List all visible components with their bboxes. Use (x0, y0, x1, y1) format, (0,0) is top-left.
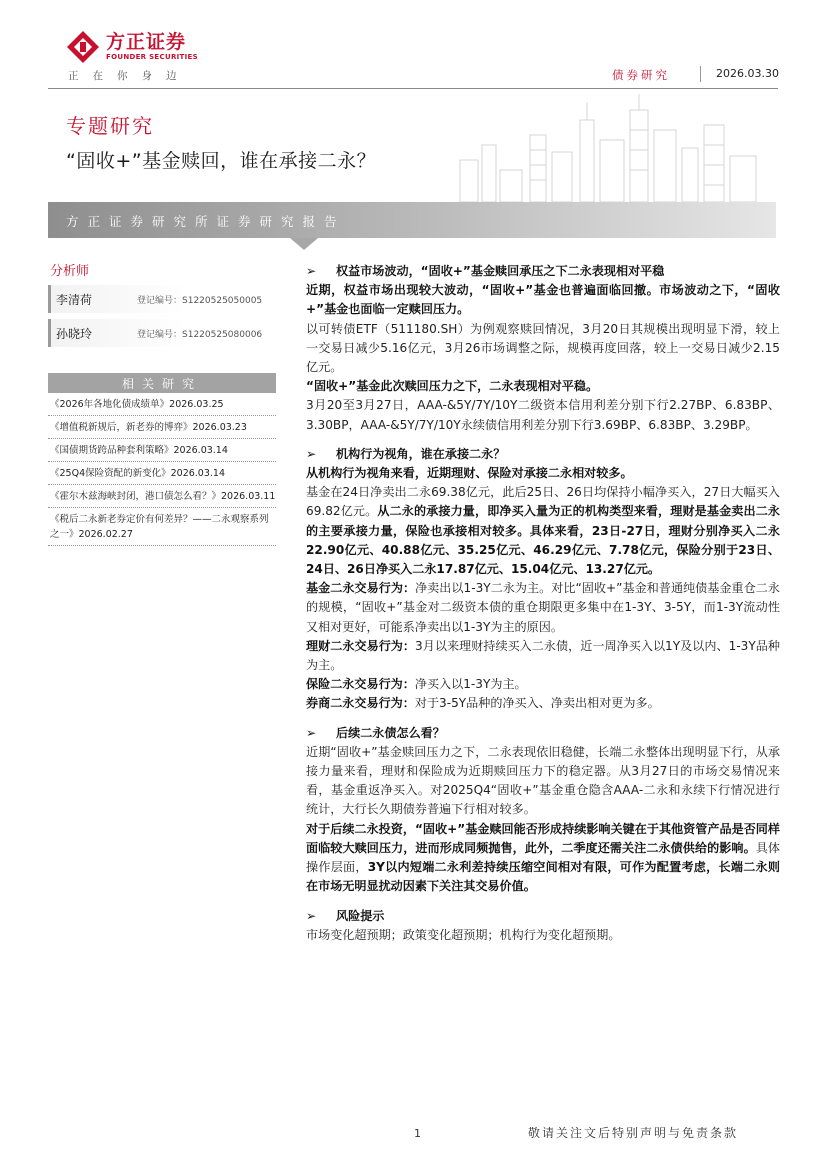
report-summary (306, 262, 780, 945)
text-run-bold: 从二永的承接力量，即净买入量为正的机构类型来看，理财是基金卖出二永的主要承接力量，保险也承接相对较多。具体来看，23日-27日，理财分别净买入二永22.90亿元、40.88亿元、35.25亿元、46.29亿元、7.78亿元，保险分别于23日、24日、26日净买入二永17.87亿元、15.04亿元、13.27亿元。 (306, 504, 780, 577)
text-run: 净卖出以1-3Y二永为主。对比“固收+”基金和普通纯债基金重仓二永的规模，“固收+”基金对二级资本债的重仓期限更多集中在1-3Y、3-5Y，而1-3Y流动性又相对更好，可能系净卖出以1-3Y为主的原因。 (306, 581, 780, 634)
footer-disclaimer: 敬请关注文后特别声明与免责条款 (528, 1126, 739, 1140)
section-heading (306, 724, 780, 743)
text-run: 对于3-5Y品种的净买入、净卖出相对更为多。 (414, 696, 660, 711)
report-type: 专题研究 (66, 114, 154, 138)
arrow-bullet-icon: ➢ (306, 725, 317, 740)
brand-name-en: FOUNDER SECURITIES (106, 53, 198, 61)
arrow-bullet-icon: ➢ (306, 908, 317, 923)
related-research-link[interactable]: 《2026年各地化债成绩单》2026.03.25 (48, 393, 276, 416)
paragraph: “固收+”基金此次赎回压力之下，二永表现相对平稳。 (306, 379, 599, 394)
text-run: 基金在24日净卖出二永69.38亿元，此后25日、26日均保持小幅净买入，27日大幅买入69.82亿元。 (306, 485, 780, 519)
text-run-bold: 3Y以内短端二永利差持续压缩空间相对有限，可作为配置考虑，长端二永则在市场无明显扰动因素下关注其交易价值。 (306, 860, 780, 894)
analyst-card (48, 285, 276, 313)
related-research-link[interactable]: 《国债期货跨品种套利策略》2026.03.14 (48, 439, 276, 462)
section-heading (306, 262, 780, 281)
paragraph (306, 637, 780, 675)
label-bold: 理财二永交易行为： (306, 638, 416, 653)
section-title: 风险提示 (336, 908, 385, 923)
brand-name-cn: 方正证券 (106, 31, 187, 53)
founder-logo-icon (66, 30, 100, 64)
paragraph (306, 675, 780, 694)
paragraph: 以可转债ETF（511180.SH）为例观察赎回情况，3月20日其规模出现明显下滑，较上一交易日减少5.16亿元，3月26市场调整之际，规模再度回落，较上一交易日减少2.15亿元。 (306, 321, 780, 375)
banner-notch (290, 238, 318, 250)
related-research-link[interactable]: 《霍尔木兹海峡封闭，港口债怎么看？》2026.03.11 (48, 485, 276, 508)
analyst-registration: 登记编号：S1220525050005 (137, 296, 263, 306)
city-skyline-illustration (440, 90, 780, 202)
section-heading (306, 445, 780, 464)
analyst-name: 李清荷 (56, 293, 93, 307)
related-research-link[interactable]: 《税后二永新老券定价有何差异？——二永观察系列之一》2026.02.27 (48, 508, 276, 546)
related-research-header (48, 373, 276, 393)
text-run: 具体操作层面， (306, 840, 780, 875)
sidebar (48, 260, 276, 546)
section-title: 权益市场波动，“固收+”基金赎回承压之下二永表现相对平稳 (336, 264, 665, 278)
paragraph (306, 579, 780, 637)
related-research-heading: 相关研究 (121, 377, 202, 391)
brand-logo (66, 30, 198, 64)
header-separator (700, 66, 701, 82)
report-date: 2026.03.30 (716, 67, 779, 80)
header-divider (48, 88, 778, 89)
analyst-registration: 登记编号：S1220525080006 (137, 330, 263, 340)
paragraph (306, 820, 780, 897)
label-bold: 基金二永交易行为： (306, 581, 416, 596)
section-title: 后续二永债怎么看？ (336, 725, 445, 740)
paragraph (306, 694, 780, 713)
institute-banner (48, 202, 776, 238)
analyst-card (48, 319, 276, 347)
page-number: 1 (414, 1127, 421, 1140)
related-research-link[interactable]: 《25Q4保险资配的新变化》2026.03.14 (48, 462, 276, 485)
label-bold: 券商二永交易行为： (306, 696, 415, 711)
paragraph: 3月20至3月27日，AAA-&5Y/7Y/10Y二级资本信用利差分别下行2.27BP、6.83BP、3.30BP，AAA-&5Y/7Y/10Y永续债信用利差分别下行3.69BP、6.83BP、3.29BP。 (306, 398, 780, 432)
report-title: “固收+”基金赎回，谁在承接二永？ (66, 150, 377, 172)
section-heading (306, 907, 780, 926)
paragraph: 近期“固收+”基金赎回压力之下，二永表现依旧稳健，长端二永整体出现明显下行，从承接力量来看，理财和保险成为近期赎回压力下的稳定器。从3月27日的市场交易情况来看，基金重返净买入。对2025Q4“固收+”基金重仓隐含AAA-二永和永续下行情况进行统计，大行长久期债券普遍下行相对较多。 (306, 744, 780, 817)
institute-label: 方正证券研究所证券研究报告 (66, 214, 346, 229)
report-category: 债券研究 (612, 68, 670, 82)
text-run: 3月以来理财持续买入二永债，近一周净买入以1Y及以内、1-3Y品种为主。 (306, 638, 780, 673)
text-run-bold: 对于后续二永投资，“固收+”基金赎回能否形成持续影响关键在于其他资管产品是否同样面临较大赎回压力，进而形成同频抛售，此外，二季度还需关注二永债供给的影响。 (306, 821, 780, 855)
paragraph: 近期，权益市场出现较大波动，“固收+”基金也普遍面临回撤。市场波动之下，“固收+”基金也面临一定赎回压力。 (306, 283, 780, 317)
brand-slogan: 正在你身边 (68, 70, 191, 82)
analyst-heading: 分析师 (50, 264, 90, 279)
label-bold: 保险二永交易行为： (306, 677, 415, 692)
section-title: 机构行为视角，谁在承接二永？ (336, 446, 506, 461)
paragraph: 从机构行为视角来看，近期理财、保险对承接二永相对较多。 (306, 466, 633, 481)
arrow-bullet-icon: ➢ (306, 446, 317, 461)
paragraph (306, 483, 780, 579)
paragraph: 市场变化超预期；政策变化超预期；机构行为变化超预期。 (306, 927, 621, 942)
text-run: 净买入以1-3Y为主。 (414, 677, 527, 692)
analyst-name: 孙晓玲 (56, 327, 93, 341)
related-research-link[interactable]: 《增值税新规后，新老券的博弈》2026.03.23 (48, 416, 276, 439)
arrow-bullet-icon: ➢ (306, 264, 317, 278)
